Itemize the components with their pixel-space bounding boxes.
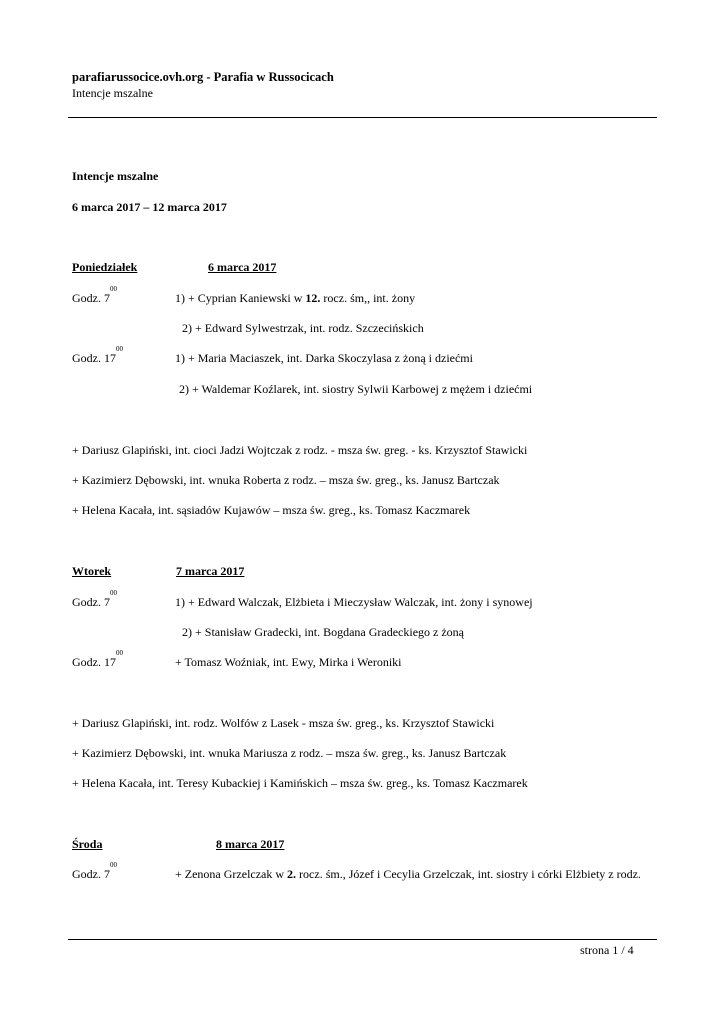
mass-time: Godz. $7^{00}$ bbox=[72, 589, 117, 609]
day-heading-monday bbox=[72, 260, 208, 274]
gregorian-mass-line: + Dariusz Glapiński, int. rodz. Wolfów z Lasek - msza św. greg., ks. Krzysztof Stawicki bbox=[72, 716, 495, 730]
footer-divider bbox=[68, 939, 657, 940]
site-title: parafiarussocice.ovh.org - Parafia w Russocicach bbox=[72, 70, 334, 84]
main-heading: Intencje mszalne bbox=[72, 169, 159, 183]
page-number: strona 1 / 4 bbox=[580, 943, 634, 957]
date-range: 6 marca 2017 – 12 marca 2017 bbox=[72, 200, 227, 214]
page-subtitle: Intencje mszalne bbox=[72, 86, 153, 100]
mass-time: Godz. $7^{00}$ bbox=[72, 285, 117, 305]
intention-line: + Tomasz Woźniak, int. Ewy, Mirka i Weroniki bbox=[175, 655, 402, 669]
intention-line: + Zenona Grzelczak w 2. rocz. śm., Józef i Cecylia Grzelczak, int. siostry i córki Elżbiety z rodz. bbox=[175, 867, 641, 881]
day-date-wednesday: 8 marca 2017 bbox=[216, 837, 285, 851]
day-name: Wtorek bbox=[72, 564, 112, 578]
intention-line: 2) + Waldemar Koźlarek, int. siostry Sylwii Karbowej z mężem i dziećmi bbox=[179, 382, 533, 396]
mass-time: Godz. $17^{00}$ bbox=[72, 345, 123, 365]
day-date-monday: 6 marca 2017 bbox=[208, 260, 277, 274]
day-heading-tuesday bbox=[72, 564, 176, 578]
gregorian-mass-line: + Kazimierz Dębowski, int. wnuka Roberta z rodz. – msza św. greg., ks. Janusz Bartczak bbox=[72, 473, 500, 487]
intention-line: 1) + Edward Walczak, Elżbieta i Mieczysław Walczak, int. żony i synowej bbox=[175, 595, 533, 609]
mass-time: Godz. $7^{00}$ bbox=[72, 861, 117, 881]
intention-line: 1) + Maria Maciaszek, int. Darka Skoczylasa z żoną i dziećmi bbox=[175, 351, 473, 365]
day-date-tuesday: 7 marca 2017 bbox=[176, 564, 245, 578]
mass-time: Godz. $17^{00}$ bbox=[72, 649, 123, 669]
day-heading-wednesday bbox=[72, 837, 216, 851]
day-name: Poniedziałek bbox=[72, 260, 138, 274]
gregorian-mass-line: + Kazimierz Dębowski, int. wnuka Mariusza z rodz. – msza św. greg., ks. Janusz Bartczak bbox=[72, 746, 507, 760]
gregorian-mass-line: + Dariusz Glapiński, int. cioci Jadzi Wojtczak z rodz. - msza św. greg. - ks. Krzysztof Stawicki bbox=[72, 443, 528, 457]
header-divider bbox=[68, 117, 657, 118]
intention-line: 2) + Edward Sylwestrzak, int. rodz. Szczecińskich bbox=[182, 321, 424, 335]
intention-line: 1) + Cyprian Kaniewski w 12. rocz. śm,, int. żony bbox=[175, 291, 416, 305]
intention-line: 2) + Stanisław Gradecki, int. Bogdana Gradeckiego z żoną bbox=[182, 625, 465, 639]
day-name: Środa bbox=[72, 837, 103, 851]
gregorian-mass-line: + Helena Kacała, int. Teresy Kubackiej i Kamińskich – msza św. greg., ks. Tomasz Kaczmarek bbox=[72, 776, 528, 790]
gregorian-mass-line: + Helena Kacała, int. sąsiadów Kujawów – msza św. greg., ks. Tomasz Kaczmarek bbox=[72, 503, 471, 517]
